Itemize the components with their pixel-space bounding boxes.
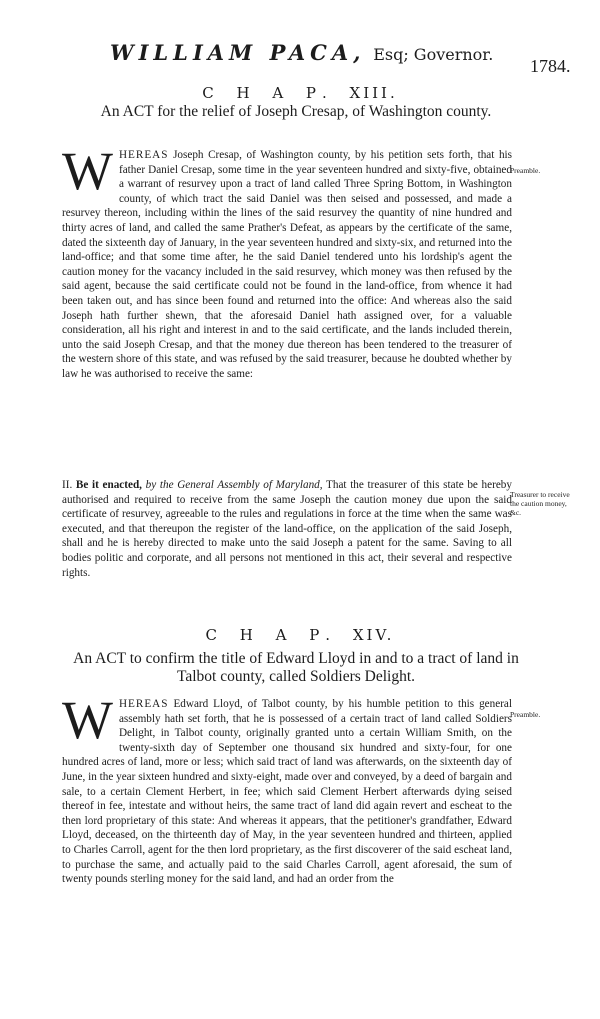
chapter-label: C H A P. <box>202 84 336 102</box>
section-number: II. <box>62 479 73 491</box>
enacting-authority: by the General Assembly of Maryland, <box>145 479 323 491</box>
enacting-clause: Be it enacted, <box>75 479 142 491</box>
section-text: That the treasurer of this state be hereby authorised and required to receive from the same Joseph the caution money due upon the said certificate of resurvey, agreeable to the rules and regulations in force at the time when the same was executed, and that thereupon the register of the land-office, on the application of the said Joseph, shall and he is hereby directed to make unto the said Joseph a patent for the same. Saving to all bodies politic and corporate, and all persons not mentioned in this act, their several and respective rights. <box>62 479 512 579</box>
margin-note-preamble-14: Preamble. <box>510 710 541 719</box>
preamble-lead: HEREAS <box>118 149 169 161</box>
dropcap: W <box>62 690 113 750</box>
act-title-13: An ACT for the relief of Joseph Cresap, of Washington county. <box>100 103 492 120</box>
running-head <box>110 40 530 65</box>
margin-note-preamble: Preamble. <box>510 166 541 175</box>
chapter-label: C H A P. <box>205 626 340 644</box>
section-2 <box>62 478 512 580</box>
margin-note-treasurer: Treasurer to receive the caution money, &c. <box>510 490 570 517</box>
chapter-number: XIII. <box>349 84 398 102</box>
preamble-lead: HEREAS <box>118 698 169 710</box>
preamble-14 <box>62 690 512 887</box>
chapter-number: XIV. <box>352 626 395 644</box>
dropcap: W <box>62 141 113 201</box>
preamble-text: Edward Lloyd, of Talbot county, by his humble petition to this general assembly hath set forth, that he is possessed of a certain tract of land called Soldiers Delight, in Talbot county, originally granted unto a certain William Smith, on the twenty-sixth day of September one thousand six hundred and sixty-four, for one hundred acres of land, more or less; which said tract of land was afterwards, on the sixteenth day of June, in the year sixteen hundred and sixty-eight, made over and conveyed, by a deed of bargain and sale, to a certain Clement Herbert, in fee; which said Clement Herbert afterwards dying seised thereof in fee, intestate and without heirs, the same tract of land did again revert and escheat to the then lord proprietary of this state: And whereas it appears, that the petitioner's grandfather, Edward Lloyd, deceased, on the thirteenth day of May, in the year seventeen hundred and thirteen, applied to Charles Carroll, agent for the then lord proprietary, as the first discoverer of the said escheat land, to purchase the same, and actually paid to the said Charles Carroll, agent aforesaid, the sum of twenty pounds sterling money for the said land, and had an order from the <box>62 698 512 886</box>
page-number: 1784. <box>530 56 571 76</box>
chapter-heading-14 <box>0 626 600 644</box>
chapter-heading-13 <box>0 84 600 102</box>
governor-title: Esq; Governor. <box>373 45 494 64</box>
act-title-14: An ACT to confirm the title of Edward Lloyd in and to a tract of land in Talbot county, called Soldiers Delight. <box>73 650 519 685</box>
preamble-text: Joseph Cresap, of Washington county, by his petition sets forth, that his father Daniel Cresap, some time in the year seventeen hundred and sixty-five, obtained a warrant of resurvey upon a tract of land called Three Spring Bottom, in Washington county, of which tract the said Daniel was then seised and possessed, and made a resurvey thereon, including within the lines of the said resurvey the quantity of nine hundred and thirty acres of land, and called the same Prather's Defeat, as appears by the certificate of the same, dated the sixteenth day of January, in the year seventeen hundred and sixty-six, and returned into the land-office; and that some time after, he the said Daniel tendered unto his lordship's agent the caution money for the vacancy included in the said resurvey, which money was then refused by the said agent, because the said certificate could not be found in the land-office, from whence it had been taken out, and has since been found and returned into the office: And whereas also the said Joseph hath further shewn, that the aforesaid Daniel hath assigned over, for a valuable consideration, all his right and interest in and to the said certificate, and the lands included therein, unto the said Joseph Cresap, and that the money due thereon has been tendered to the treasurer of the western shore of this state, and was refused by the said treasurer, because he doubted whether by law he was authorised to receive the same: <box>62 149 513 380</box>
governor-name: WILLIAM PACA, <box>110 40 366 65</box>
preamble-13 <box>62 141 513 382</box>
